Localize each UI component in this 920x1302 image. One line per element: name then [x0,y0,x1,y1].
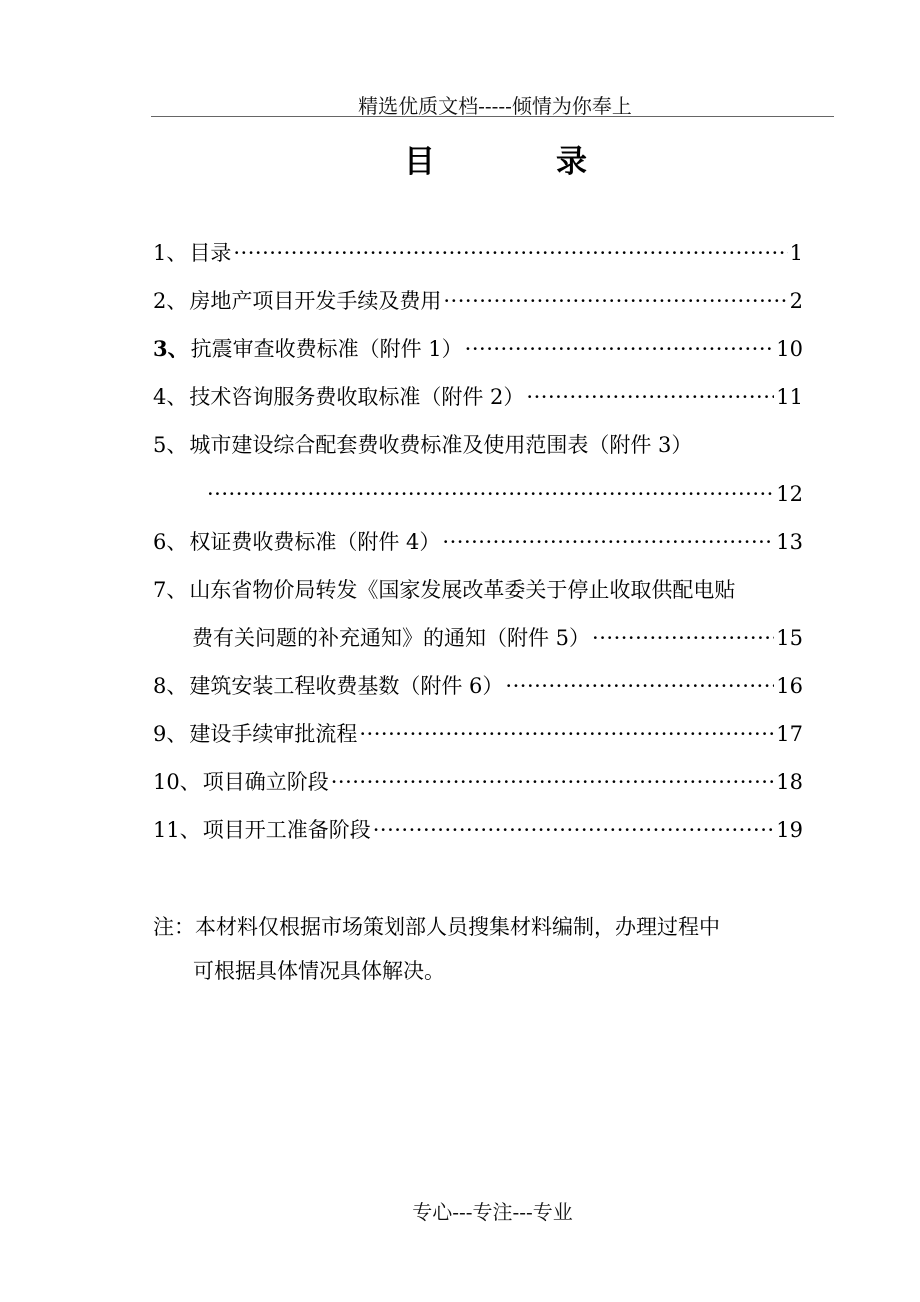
toc-text: 技术咨询服务费收取标准（附件 2） [189,385,525,409]
toc-page-number: 12 [776,482,803,506]
page-header: 精选优质文档-----倾情为你奉上 [358,94,632,118]
toc-entry-11[interactable] [153,813,803,847]
note-paragraph [153,905,843,993]
toc-page-number: 16 [776,674,803,698]
toc-text: 山东省物价局转发《国家发展改革委关于停止收取供配电贴 [189,578,736,602]
toc-leader-dots [442,525,774,559]
toc-page-number: 13 [776,530,803,554]
toc-number: 2、 [153,289,188,313]
toc-leader-dots [465,332,775,366]
toc-text: 建设手续审批流程 [189,722,358,746]
toc-entry-8[interactable] [153,669,803,703]
toc-text: 建筑安装工程收费基数（附件 6） [189,674,504,698]
toc-number: 10、 [153,770,201,794]
toc-entry-2[interactable] [153,284,803,318]
toc-page-number: 17 [776,722,803,746]
toc-page-number: 11 [776,385,803,409]
toc-number: 8、 [153,674,188,698]
toc-text: 费有关问题的补充通知》的通知（附件 5） [192,626,591,650]
toc-leader-dots [592,621,774,655]
toc-entry-1[interactable] [153,236,803,270]
toc-leader-dots [331,765,775,799]
toc-text: 权证费收费标准（附件 4） [189,530,441,554]
toc-number: 7、 [153,578,188,602]
toc-number: 6、 [153,530,188,554]
toc-entry-5[interactable] [153,428,803,462]
toc-number: 9、 [153,722,188,746]
toc-text: 城市建设综合配套费收费标准及使用范围表（附件 3） [189,433,693,457]
page-footer: 专心---专注---专业 [412,1200,573,1224]
toc-entry-4[interactable] [153,380,803,414]
toc-page-number: 1 [789,241,803,265]
toc-entry-5-continuation[interactable] [205,477,803,511]
toc-number: 1、 [153,241,188,265]
toc-entry-10[interactable] [153,765,803,799]
toc-text: 项目确立阶段 [202,770,329,794]
toc-entry-3[interactable] [153,332,803,366]
toc-text: 抗震审查收费标准（附件 1） [190,337,463,361]
toc-leader-dots [526,380,774,414]
toc-number: 3、 [153,336,189,361]
toc-entry-9[interactable] [153,717,803,751]
toc-page-number: 10 [776,337,803,361]
toc-text: 项目开工准备阶段 [202,818,371,842]
toc-leader-dots [443,284,787,318]
note-line-2: 可根据具体情况具体解决。 [193,959,445,983]
toc-text: 目录 [189,241,232,265]
toc-entry-7-continuation[interactable] [192,621,803,655]
toc-number: 4、 [153,385,188,409]
page-title: 目录 [404,144,708,180]
toc-leader-dots [505,669,774,703]
toc-number: 11、 [153,818,201,842]
toc-leader-dots [359,717,774,751]
toc-entry-7[interactable] [153,573,843,607]
toc-page-number: 15 [776,626,803,650]
toc-number: 5、 [153,433,188,457]
header-divider [151,116,834,117]
toc-leader-dots [233,236,787,270]
toc-leader-dots [207,477,774,511]
toc-text: 房地产项目开发手续及费用 [189,289,442,313]
toc-page-number: 19 [776,818,803,842]
toc-leader-dots [373,813,775,847]
toc-page-number: 2 [789,289,803,313]
toc-page-number: 18 [776,770,803,794]
toc-entry-6[interactable] [153,525,803,559]
note-line-1: 注：本材料仅根据市场策划部人员搜集材料编制，办理过程中 [153,915,720,939]
